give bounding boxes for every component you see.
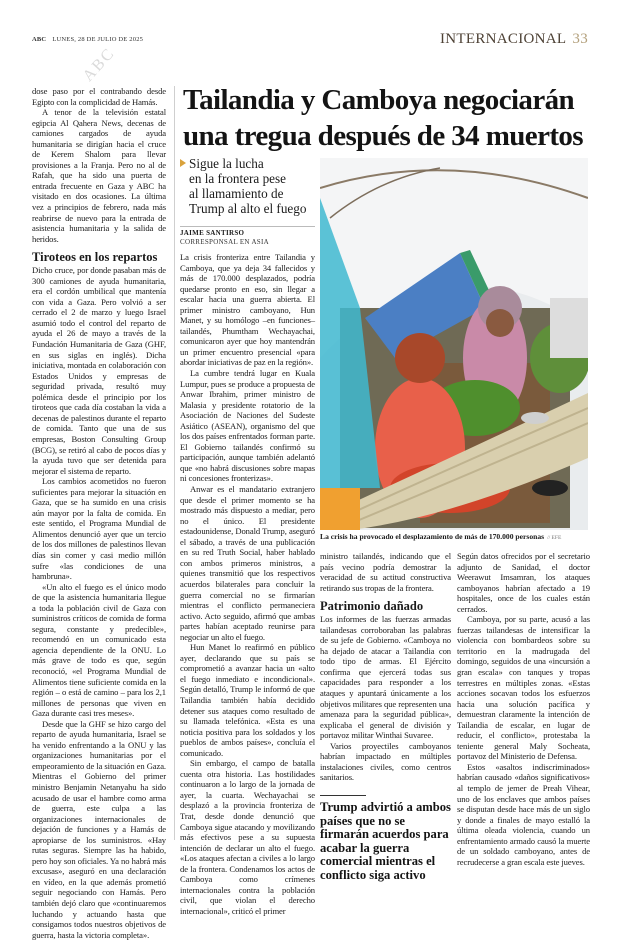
article-body-column-3 [457,551,590,867]
subhead-line: Trump al alto el fuego [189,201,307,216]
page-header-right [440,31,588,48]
headline-line: una tregua después de 34 muertos [183,120,583,152]
brand-name: ABC [32,36,47,43]
paragraph: La cumbre tendrá lugar en Kuala Lumpur, pues se produce a propuesta de Anwar Ibrahim, primer ministro de Malasia y presidente rotatorio de la Asociación de Naciones del Sudeste Asiático (ASEAN), organismo del que los dos países enfrentados forman parte. El Gobierno tailandés confirmó su participación, aunque también adelantó que «no habrá discusiones sobre mapas ni concesiones fronterizas». [180,368,315,484]
article-headline [183,82,593,154]
pull-quote: Trump advirtió a ambos países que no se firmarán acuerdos para acabar la guerra comercial mientras el conflicto siga activo [320,799,451,882]
paragraph: La crisis fronteriza entre Tailandia y Camboya, que ya deja 34 fallecidos y más de 170.000 desplazados, podría quedarse pronto en eso, sin llegar a escalar hacia una guerra abierta. El primer ministro camboyano, Hun Manet, y su homólogo –en funciones– tailandés, Phumtham Wechayachai, comunicaron ayer que hoy mantendrán un primer encuentro presencial «para abordar iniciativas de paz en la región». [180,252,315,368]
photo-displaced-family-in-tent [320,158,588,530]
headline-line: Tailandia y Camboya negociarán [183,84,575,116]
watermark: ABC [79,44,119,85]
paragraph: dose paso por el contrabando desde Egipto con la complicidad de Hamás. [32,86,166,107]
article-photo [320,158,588,530]
section-heading: Tiroteos en los repartos [32,250,158,265]
paragraph: Los cambios acometidos no fueron suficientes para mejorar la situación en Gaza, que se ha sumido en una crisis aún mayor por la falta de comida. En este sentido, el Programa Mundial de Alimentos denunció ayer que un tercio de los dos millones de palestinos llevan días sin comer y casi medio millón sufre «las condiciones de una hambruna». [32,476,166,582]
paragraph: ministro tailandés, indicando que el país vecino podría demostrar la veracidad de su actitud constructiva retirando sus tropas de la frontera. [320,551,451,593]
paragraph: «Un alto el fuego es el único modo de que la asistencia humanitaria llegue a toda la población civil de Gaza con suministros críticos de comida de forma segura, constante y predecible», recomendó en un comunicado esta agencia dependiente de la ONU. Lo más grave de todo es que, según reconoció, «el Programa Mundial de Alimentos tiene suficiente comida en la región – o está de camino – para los 2,1 millones de personas que viven en Gaza durante casi tres meses». [32,581,166,719]
paragraph: Hun Manet lo reafirmó en público ayer, declarando que su país se comprometió a avanzar hacia un «alto el fuego inmediato e incondicional». Según detalló, Trump le informó de que Tailandia también había decidido detener sus ataques como resultado de su llamada telefónica. «Esta es una noticia positiva para los soldados y los pueblos de ambos países», concluía el comunicado. [180,642,315,758]
caption-text: La crisis ha provocado el desplazamiento de más de 170.000 personas [320,532,545,541]
byline-divider [180,226,315,227]
pull-quote-divider [320,795,366,796]
section-name: INTERNACIONAL [440,31,567,47]
left-column-article [32,86,166,940]
paragraph: Según datos ofrecidos por el secretario adjunto de Sanidad, el doctor Weerawut Imsamran, los ataques camboyanos habrían afectado a 19 hospitales, once de los cuales están cerrados. [457,551,590,614]
subhead-line: en la frontera pese [189,171,287,186]
byline-role: CORRESPONSAL EN ASIA [180,238,269,246]
article-body-column-2 [320,551,451,883]
photo-caption [320,532,600,541]
subhead-line: al llamamiento de [189,186,284,201]
paragraph: Camboya, por su parte, acusó a las fuerzas tailandesas de intensificar la violencia con bombardeos sobre su territorio en la madrugada del domingo, seguidos de una «incursión a gran escala» con tanques y tropas terrestres en múltiples zonas. «Estas acciones socavan todos los esfuerzos hacia una solución pacífica y demuestran claramente la intención de Tailandia de escalar, en lugar de reducir, el conflicto», protestaba la teniente general Maly Socheata, portavoz del Ministerio de Defensa. [457,614,590,762]
issue-date: LUNES, 28 DE JULIO DE 2025 [52,36,144,43]
paragraph: Anwar es el mandatario extranjero que desde el primer momento se ha mostrado más dispuesto a mediar, pero no el único. El presidente estadounidense, Donald Trump, aseguró el sábado, a través de una publicación en su red Truth Social, haber hablado con ambos primeros ministros, a quienes transmitió que los respectivos acuerdos bilaterales para concluir la guerra comercial no se firmarían mientras el conflicto permaneciera activo. Acto seguido, afirmó que ambas partes habían aceptado reunirse para negociar un alto el fuego. [180,484,315,642]
byline-author: JAIME SANTIRSO [180,229,245,237]
paragraph: Desde que la GHF se hizo cargo del reparto de ayuda humanitaria, Israel se ha venido enfrentando a la ONU y las organizaciones humanitarias por el empeoramiento de la situación en Gaza. Mientras el Gobierno del primer ministro Benjamin Netanyahu ha sido acusado de usar el hambre como arma de guerra, este culpa a las organizaciones internacionales de dejación de funciones y a Hamás de apropiarse de los suministros. «Hay rutas seguras. Siempre las ha habido, pero hoy son oficiales. Ya no habrá más excusas», aseguró en una declaración en vídeo, en la que además prometió seguir negociando con Hamás. Pero también dejó claro que «continuaremos luchando y actuando hasta que consigamos todos nuestros objetivos de guerra, hasta la victoria completa». [32,718,166,940]
photo-credit: // EFE [547,535,562,541]
paragraph: Varios proyectiles camboyanos habrían impactado en múltiples instalaciones civiles, como centros sanitarios. [320,740,451,783]
paragraph: Los informes de las fuerzas armadas tailandesas corroboraban las palabras de su jefe de Gobierno. «Camboya no ha dejado de atacar a Tailandia con todo tipo de armas. El Ejército confirma que ejercerá todas sus capacidades para responder a los ataques y apuntará únicamente a los objetivos militares que representen una amenaza para la seguridad pública», explicaba el general de división y portavoz militar Winthai Suvaree. [320,614,451,741]
paragraph: Estos «asaltos indiscriminados» habrían causado «daños significativos» al templo de jemer de Preah Vihear, uno de los enclaves que ambos países se disputan desde hace más de un siglo y donde a finales de mayo estalló la última oleada violencia, cuando un enfrentamiento armado causó la muerte de un soldado camboyano, antes de recrudecerse a gran escala este jueves. [457,761,590,867]
page-header-left [32,36,143,43]
column-divider [174,86,175,840]
section-heading: Patrimonio dañado [320,599,424,614]
article-body-column-1 [180,252,315,916]
paragraph: Sin embargo, el campo de batalla cuenta otra historia. Las hostilidades continuaron a lo largo de la jornada de ayer, la cuarta. Wechayachai se desplazó a la provincia fronteriza de Trat, desde donde denunció que Camboya sigue atacando y movilizando más efectivos pese a su supuesta intención de declarar un alto el fuego. «Los ataques afectan a civiles a lo largo de la frontera. Condenamos los actos de Camboya como crímenes internacionales contra la población civil, que violan el derecho internacional», criticó el primer [180,758,315,916]
subhead-line: Sigue la lucha [189,156,264,171]
paragraph: Dicho cruce, por donde pasaban más de 300 camiones de ayuda humanitaria, era el cordón umbilical que mantenía con vida a Gaza. Pero volvió a ser cerrado el 2 de marzo y luego Israel asumió todo el control del reparto de ayuda el 26 de mayo a través de la Fundación Humanitaria de Gaza (GHF, en sus siglas en inglés). Dicha iniciativa, montada en colaboración con Estados Unidos y empresas de seguridad privada, resultó muy polémica desde el principio por los tiroteos que cada día costaban la vida a decenas de palestinos durante el reparto de comida. Tanto que una de sus empresas, Boston Consulting Group (BCG), se retiró al cabo de pocos días y la ayuda tuvo que ser detenida para mejorar el sistema de reparto. [32,265,166,476]
triangle-bullet-icon [180,159,186,167]
article-subhead [180,156,318,216]
paragraph: A tenor de la televisión estatal egipcia Al Qahera News, decenas de camiones cargados de ayuda humanitaria se dirigían hacia el cruce de Kerem Shalom para llevar provisiones a la Franja. Pero no al de Rafah, que ha sido una puerta de entrada frecuente en Gaza y ABC ha visitado en dos ocasiones. La última vez a principios de febrero, nada más reabrirse de nuevo para la entrada de asistencia humanitaria y la salida de heridos. [32,107,166,244]
page-number: 33 [572,31,588,47]
